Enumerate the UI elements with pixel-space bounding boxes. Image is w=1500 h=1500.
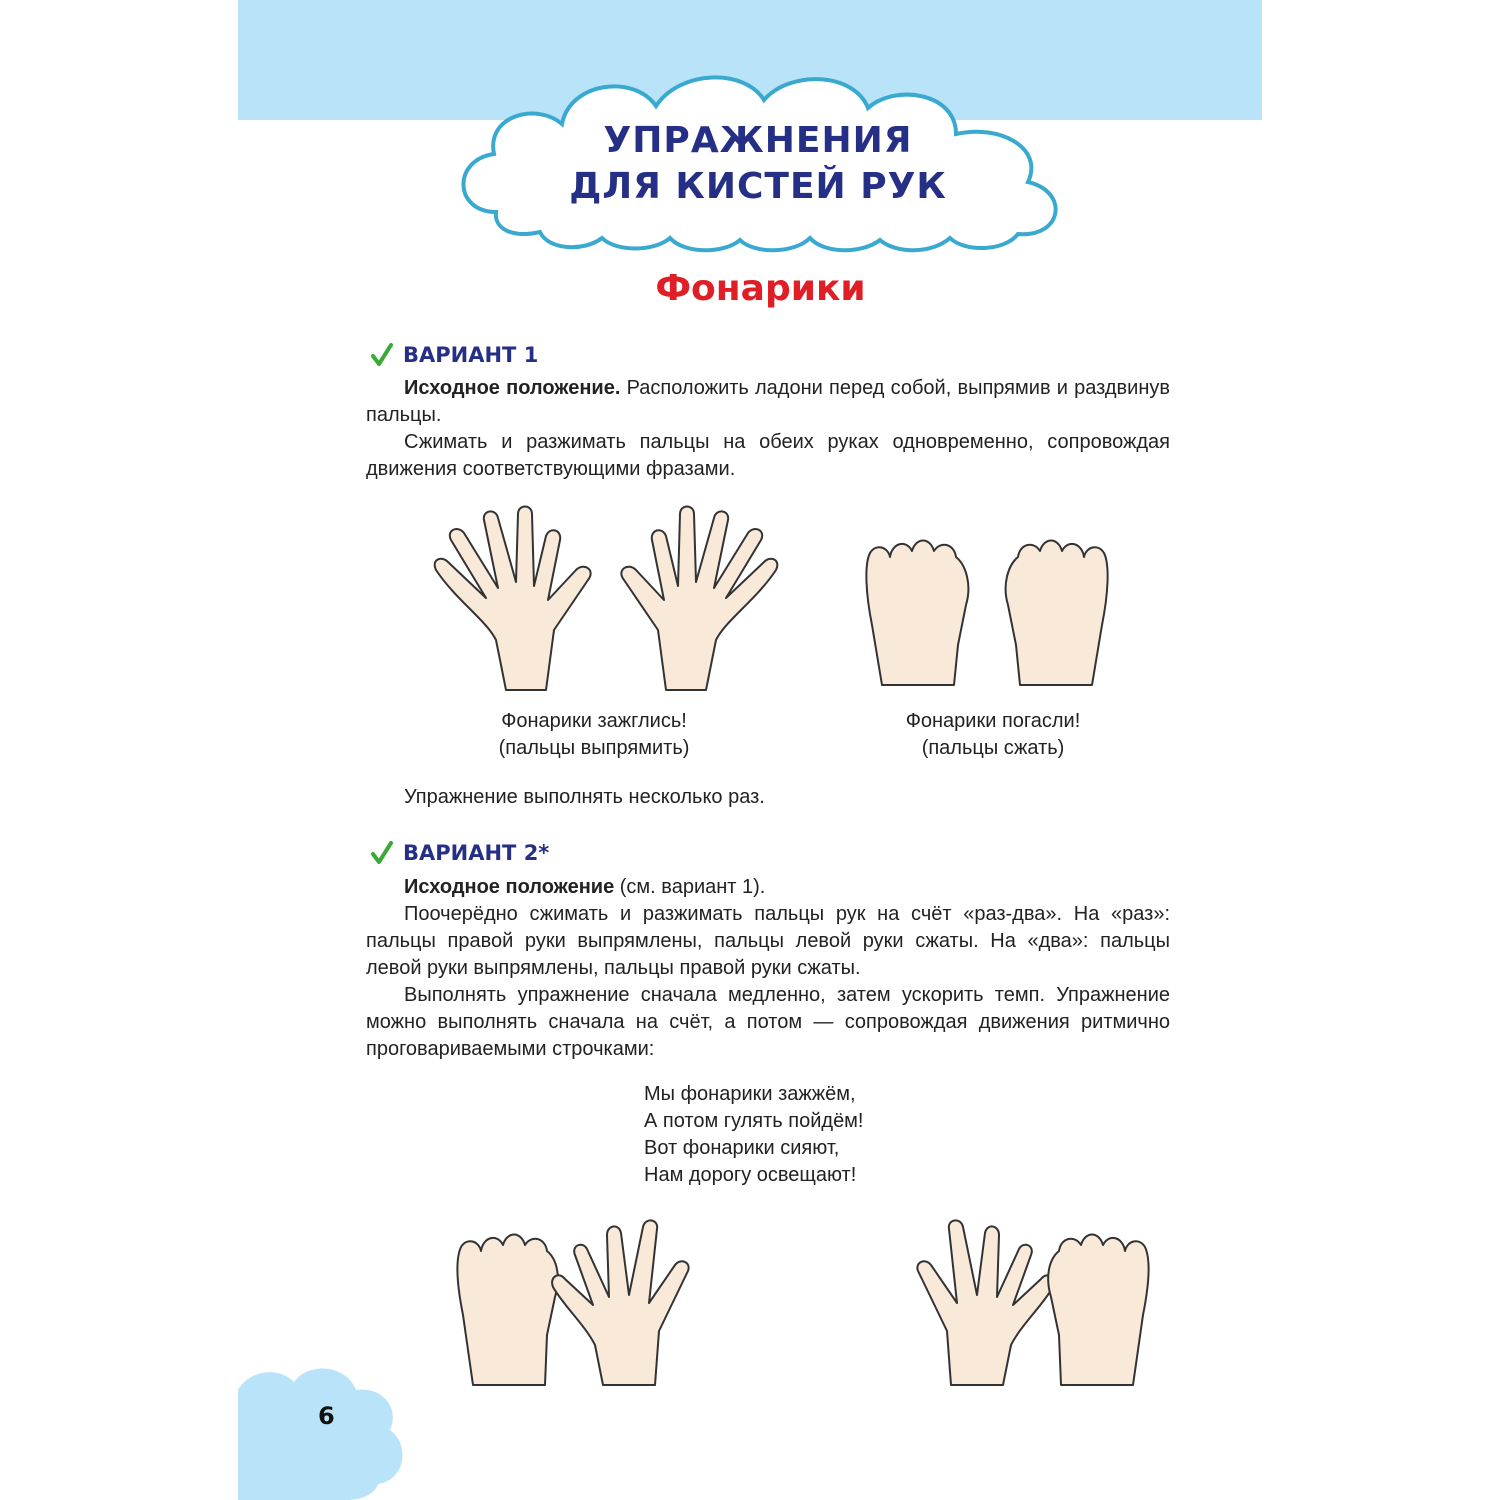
hands-alternating-illustration-right [853, 1205, 1153, 1390]
caption-lights-on-line1: Фонарики зажглись! [501, 710, 687, 732]
check-icon [370, 840, 394, 866]
variant-2-para-1: Поочерёдно сжимать и разжимать пальцы рук на счёт «раз-два». На «раз»: пальцы правой руки выпрямлены, пальцы левой руки сжаты. На «два»: пальцы левой руки выпрямлены, пальцы правой руки сжаты. [366, 903, 1170, 979]
page-number: 6 [318, 1402, 335, 1430]
poem [644, 1081, 964, 1189]
variant-2-start-position [366, 874, 1170, 901]
caption-lights-on [444, 708, 744, 762]
variant-1-heading [370, 340, 538, 370]
hands-alternating-illustration-left [453, 1205, 753, 1390]
variant-1-repeat [366, 784, 1170, 811]
title-line-1: УПРАЖНЕНИЯ [603, 120, 913, 161]
start-position-label: Исходное положение. [404, 377, 621, 399]
caption-lights-off-line1: Фонарики погасли! [905, 710, 1081, 732]
page-title [488, 118, 1028, 210]
repeat-text: Упражнение выполнять несколько раз. [404, 786, 765, 808]
page [238, 0, 1262, 1500]
hands-open-illustration [426, 500, 786, 700]
start-position-text: (см. вариант 1). [614, 876, 766, 898]
check-icon [370, 342, 394, 368]
caption-lights-off-line2: (пальцы сжать) [921, 737, 1065, 759]
poem-line: Нам дорогу освещают! [644, 1164, 857, 1186]
caption-lights-off [843, 708, 1143, 762]
variant-2-heading [370, 838, 549, 868]
start-position-label: Исходное положение [404, 876, 615, 898]
page-number-cloud [238, 1360, 408, 1500]
variant-1-text [366, 375, 1170, 483]
poem-line: Мы фонарики зажжём, [644, 1083, 856, 1105]
poem-line: А потом гулять пойдём! [644, 1110, 864, 1132]
variant-2-label: ВАРИАНТ 2* [403, 841, 550, 865]
start-position-text: Расположить ладони перед собой, выпрямив и раздвинув пальцы. [366, 377, 1170, 426]
caption-lights-on-line2: (пальцы выпрямить) [498, 737, 690, 759]
variant-1-label: ВАРИАНТ 1 [403, 343, 539, 367]
variant-2-text [366, 874, 1170, 1063]
exercise-title: Фонарики [655, 268, 866, 309]
hands-closed-illustration [862, 525, 1112, 690]
variant-1-instruction: Сжимать и разжимать пальцы на обеих руках одновременно, сопровождая движения соответствующими фразами. [366, 431, 1170, 480]
variant-2-para-2: Выполнять упражнение сначала медленно, затем ускорить темп. Упражнение можно выполнять сначала на счёт, а потом — сопровождая движения ритмично проговариваемыми строчками: [366, 984, 1170, 1060]
title-line-2: ДЛЯ КИСТЕЙ РУК [569, 166, 947, 207]
variant-1-start-position [366, 375, 1170, 429]
poem-line: Вот фонарики сияют, [644, 1137, 840, 1159]
